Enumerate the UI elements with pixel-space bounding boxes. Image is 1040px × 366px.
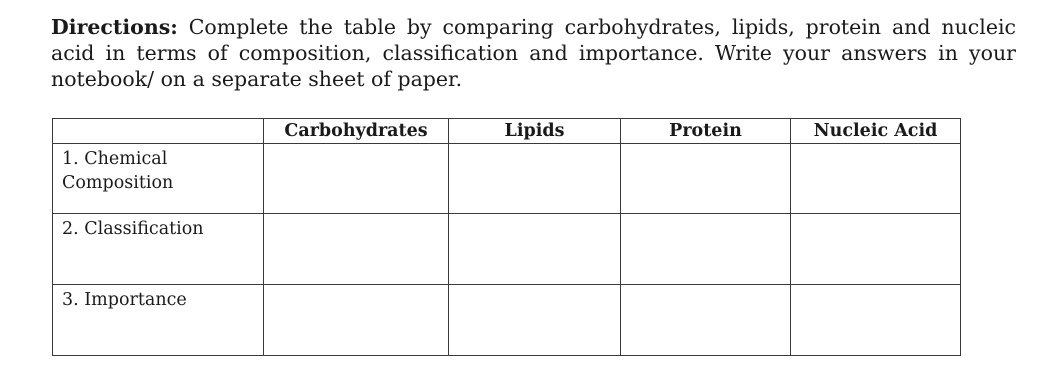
- answer-cell: [264, 214, 449, 285]
- directions-lead: Directions:: [51, 15, 178, 39]
- answer-cell: [264, 144, 449, 214]
- row-label-cell: [53, 214, 264, 285]
- answer-cell: [791, 214, 961, 285]
- answer-cell: [621, 214, 791, 285]
- table-row-chemical-composition: [53, 144, 961, 214]
- header-row: [53, 119, 961, 144]
- answer-cell: [449, 285, 621, 356]
- directions-text: Complete the table by comparing carbohydrates, lipids, protein and nucleic acid in terms of composition, classification and importance. Write your answers in your notebook/ on a separate sheet of paper.: [51, 15, 1016, 91]
- answer-cell: [621, 285, 791, 356]
- table-row-classification: [53, 214, 961, 285]
- row-label-cell: [53, 285, 264, 356]
- answer-cell: [449, 214, 621, 285]
- answer-cell: [791, 144, 961, 214]
- comparison-table: [52, 118, 961, 356]
- header-cell-blank: [53, 119, 264, 144]
- row-label: 2. Classification: [62, 219, 204, 239]
- row-label-cell: [53, 144, 264, 214]
- answer-cell: [449, 144, 621, 214]
- answer-cell: [264, 285, 449, 356]
- header-lipids: Lipids: [449, 119, 621, 144]
- header-nucleic-acid: Nucleic Acid: [791, 119, 961, 144]
- directions-paragraph: [51, 14, 1016, 92]
- header-carbohydrates: Carbohydrates: [264, 119, 449, 144]
- answer-cell: [621, 144, 791, 214]
- header-protein: Protein: [621, 119, 791, 144]
- answer-cell: [791, 285, 961, 356]
- table-row-importance: [53, 285, 961, 356]
- row-label: 1. Chemical Composition: [62, 149, 174, 193]
- row-label: 3. Importance: [62, 290, 187, 310]
